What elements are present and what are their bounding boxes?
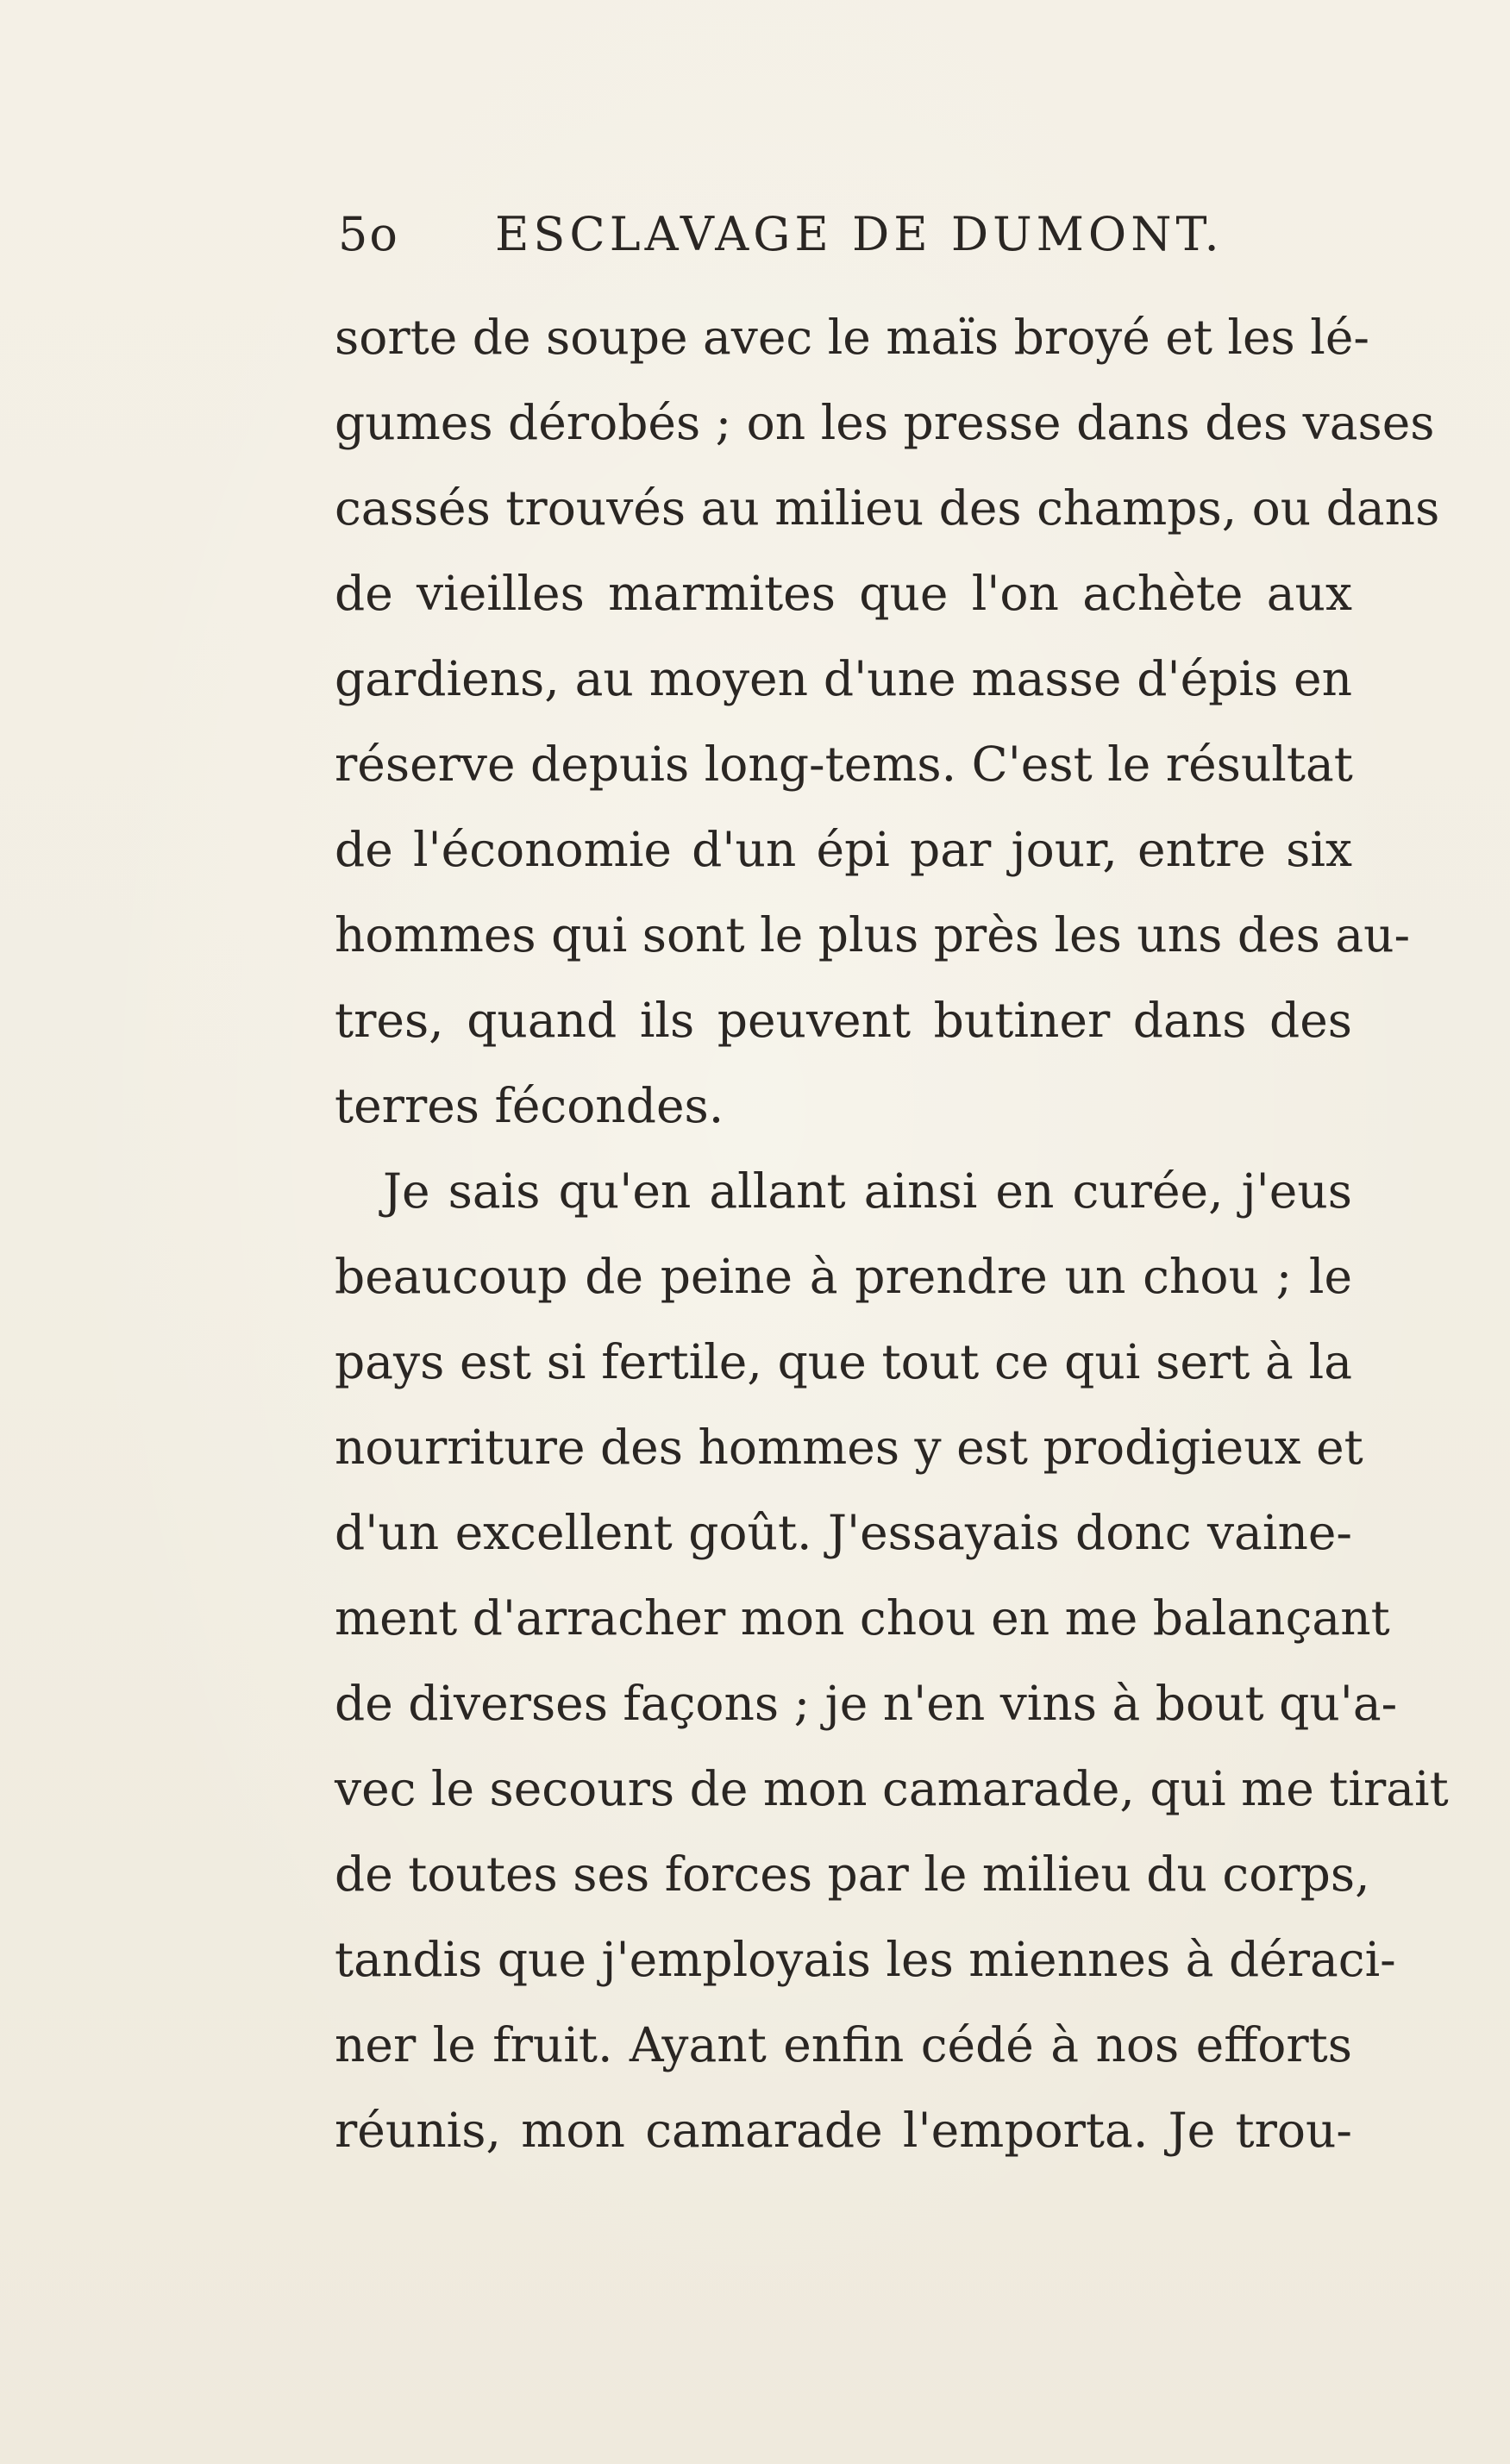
text-line: Je sais qu'en allant ainsi en curée, j'eus xyxy=(383,1163,1352,1219)
text-line: d'un excellent goût. J'essayais donc vaine- xyxy=(335,1505,1352,1560)
text-line: de toutes ses forces par le milieu du corps, xyxy=(335,1846,1370,1902)
text-line: gumes dérobés ; on les presse dans des vases xyxy=(335,395,1435,450)
text-line: ner le fruit. Ayant enfin cédé à nos efforts xyxy=(335,2017,1352,2072)
text-line: gardiens, au moyen d'une masse d'épis en xyxy=(335,651,1352,706)
text-line: tres, quand ils peuvent butiner dans des xyxy=(335,993,1352,1048)
text-line: sorte de soupe avec le maïs broyé et les lé- xyxy=(335,310,1369,365)
text-line: de diverses façons ; je n'en vins à bout qu'a- xyxy=(335,1676,1398,1731)
text-line: réserve depuis long-tems. C'est le résultat xyxy=(335,737,1353,792)
text-line: réunis, mon camarade l'emporta. Je trou- xyxy=(335,2103,1352,2158)
text-line: pays est si fertile, que tout ce qui sert à la xyxy=(335,1334,1352,1389)
text-line: nourriture des hommes y est prodigieux et xyxy=(335,1420,1363,1475)
page-number: 5o xyxy=(338,207,399,261)
text-line: beaucoup de peine à prendre un chou ; le xyxy=(335,1249,1352,1304)
text-line: terres fécondes. xyxy=(335,1078,724,1133)
text-line: cassés trouvés au milieu des champs, ou dans xyxy=(335,480,1440,536)
page-header xyxy=(338,200,1347,269)
text-line: tandis que j'employais les miennes à déraci- xyxy=(335,1932,1396,1987)
text-line: vec le secours de mon camarade, qui me tirait xyxy=(335,1761,1449,1816)
text-line: hommes qui sont le plus près les uns des au- xyxy=(335,907,1411,962)
text-line: ment d'arracher mon chou en me balançant xyxy=(335,1590,1390,1646)
text-line: de l'économie d'un épi par jour, entre six xyxy=(335,822,1352,877)
running-title: ESCLAVAGE DE DUMONT. xyxy=(495,207,1224,261)
text-line: de vieilles marmites que l'on achète aux xyxy=(335,566,1352,621)
